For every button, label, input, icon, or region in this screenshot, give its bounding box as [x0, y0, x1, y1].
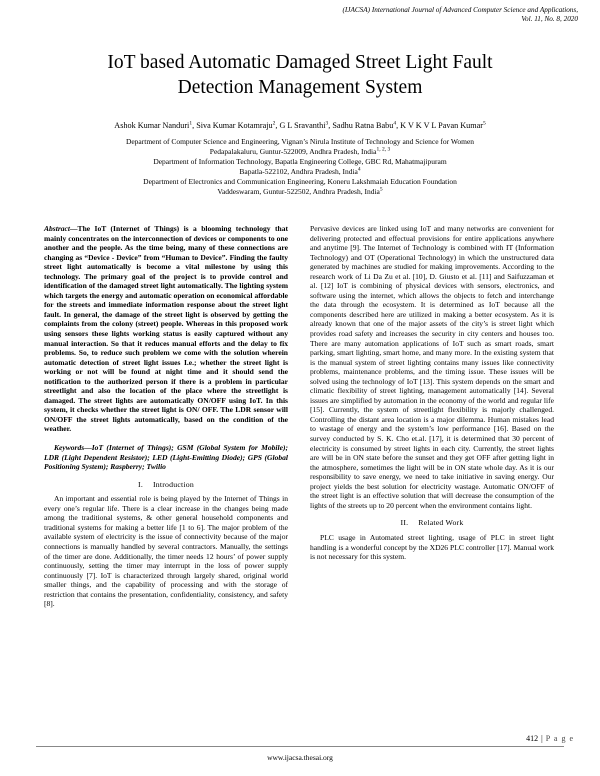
affiliation-line: Department of Electronics and Communication Engineering, Koneru Lakshmaiah Education Foundation — [143, 177, 457, 186]
author: Ashok Kumar Nanduri$^1$ — [114, 120, 193, 130]
affiliation-line: Vaddeswaram, Guntur-522502, Andhra Pradesh, India$^5$ — [217, 186, 383, 196]
author: Sadhu Ratna Babu$^4$ — [332, 120, 397, 130]
footer-url: www.ijacsa.thesai.org — [267, 753, 333, 762]
page-number: 412 | P a g e — [526, 734, 574, 743]
section-heading-related-work: II. Related Work — [400, 518, 464, 528]
introduction-paragraph: An important and essential role is being played by the Internet of Things in every one’s regular life. There is a clear increase in the changes being made among the traditional systems, & other general household components and traditional systems for making a better life [1 to 6]. The major problem of the available system of electricity is the issue of connectivity because of the major connections is manually handled by several contractors. Manually, the settings of the timer are done. Additionally, the timer needs 12 hours’ of power supply continuously, setting the timer may interrupt in the loss of power supply continuously [7]. IoT is characterized through largely shared, original world smaller things, and the capability of processing and with the storage of restriction that contains the presentation, confidentiality, consistency, and safety [8]. — [44, 494, 288, 609]
journal-name: (IJACSA) International Journal of Advanced Computer Science and Applications, — [342, 6, 578, 14]
journal-header — [158, 6, 578, 24]
journal-volume: Vol. 11, No. 8, 2020 — [521, 15, 578, 23]
footer-divider — [36, 746, 564, 747]
right-column — [310, 224, 554, 562]
introduction-paragraph-continued: Pervasive devices are linked using IoT and many networks are convenient for delivering protected and effectual provisions for entire applications anywhere and anytime [9]. The Internet of Technology is combined with IT (Information Technology) and OT (Operational Technology) in which the unstructured data generated by machines are studied for making improvements. According to the research work of Li Da Zu et al. [10], D. Giusto et al. [11] and Saifuzzaman et al. [12] IoT is combining of physical devices with sensors, electronics, and software using the internet, which allows the objects to fetch and interchange the data through the ecosystem. It is determined as IoT because all the components described here are utilized in making a better ecosystem. As it is already known that one of the major assets of the city’s is street light which provides road safety and increases the security in city centers and houses too. There are many automation applications of IoT such as smart roads, smart parking, smart lighting, smart home, and many more. In the existing system that is the manual system of street lighting contains many issues like connectivity problems, maintenance problems, and the timing issue. These issues will be solved using the technology of IoT [13]. This system depends on the smart and climatic flexibility of street lighting, management automatically [14]. Several issues are simplified by automation in the economy of the world and regular life [15]. Currently, the system of streetlight flexibility is majorly challenged. Controlling the distant area location is a major dilemma. Human mistakes lead to wastage of energy and the system’s low performance [16]. Based on the survey conducted by S. K. Cho et.al. [17], it is determined that 30 percent of electricity is consumed by street lights in each city. Currently, the street lights are will be in ON state before the sunset and they get OFF after getting light in the atmosphere, sometimes the light will be in ON state whole day. As it is our responsibility to save energy, we need to take initiative in saving energy. Our project yields the best solution for electricity wastage. Automatic ON/OFF of the street light is an effective solution that will decrease the consumption of the lights of the streets up to 20 percent when the environment contains light. — [310, 224, 554, 510]
affiliation-line: Department of Information Technology, Bapatla Engineering College, GBC Rd, Mahatmajipuram — [153, 157, 447, 166]
author: G L Sravanthi$^3$ — [279, 120, 329, 130]
affiliation-line: Bapatla-522102, Andhra Pradesh, India$^4$ — [239, 166, 361, 176]
author: Siva Kumar Kotamraju$^2$ — [196, 120, 276, 130]
affiliations — [60, 137, 540, 197]
keywords — [44, 443, 288, 472]
keywords-label: Keywords— — [54, 443, 92, 453]
affiliation-line: Department of Computer Science and Engineering, Vignan’s Nirula Institute of Technology and Science for Women — [125, 137, 475, 146]
author-list: Ashok Kumar Nanduri$^1$, Siva Kumar Kotamraju$^2$, G L Sravanthi$^3$, Sadhu Ratna Babu$^4$, K V K V L Pavan Kumar$^5$ — [114, 120, 486, 130]
title-line-1: IoT based Automatic Damaged Street Light Fault — [107, 52, 493, 73]
paper-title — [40, 50, 560, 100]
left-column — [44, 224, 288, 609]
author: K V K V L Pavan Kumar$^5$ — [400, 120, 486, 130]
title-line-2: Detection Management System — [177, 77, 423, 98]
abstract-label: Abstract— — [44, 224, 78, 233]
affiliation-line: Pedapalakaluru, Guntur-522009, Andhra Pradesh, India$^{1, 2, 3}$ — [209, 146, 391, 156]
keywords-text: IoT (Internet of Things); GSM (Global System for Mobile); LDR (Light Dependent Resistor); LED (Light-Emitting Diode); GPS (Global Positioning System); Raspberry; Twilio — [44, 443, 288, 472]
related-work-paragraph: PLC usage in Automated street lighting, usage of PLC in street light handling is a wonderful concept by the XD26 PLC controller [17]. Manual work is not necessary for this system. — [310, 532, 554, 562]
abstract-text: The IoT (Internet of Things) is a blooming technology that mainly concentrates on the interconnection of devices or components to one another and the people. As the time being, many of these connections are changing as “Device - Device” from “Human to Device”. Finding the faulty street light automatically is become a vital milestone by using this technology. The primary goal of the project is to provide control and identification of the damaged street light automatically. The lighting system which targets the energy and automatic operation on economical affordable for the streets and immediate information response about the street light fault. In general, the damage of the street light is observed by getting the complaints from the colony (street) people. Whereas in this proposed work using sensors these lights working status is easily captured without any manual interaction. So that it reduces manual efforts and the delay to fix problems. So, to reduce such problem we come with the solution wherein automatic detection of street light issues I.e.; whether the street light is working or not will be found at night time and it should send the notification to the authorized person if there is a problem in particular streetlight and also the location of the place where the streetlight is damaged. The street lights are automatically ON/OFF using IoT. In this system, it checks whether the street light is ON/ OFF. The LDR sensor will ON/OFF the street lights automatically, based on the condition of the weather. — [44, 224, 288, 434]
abstract — [44, 224, 288, 434]
section-heading-introduction: I. Introduction — [138, 479, 194, 489]
